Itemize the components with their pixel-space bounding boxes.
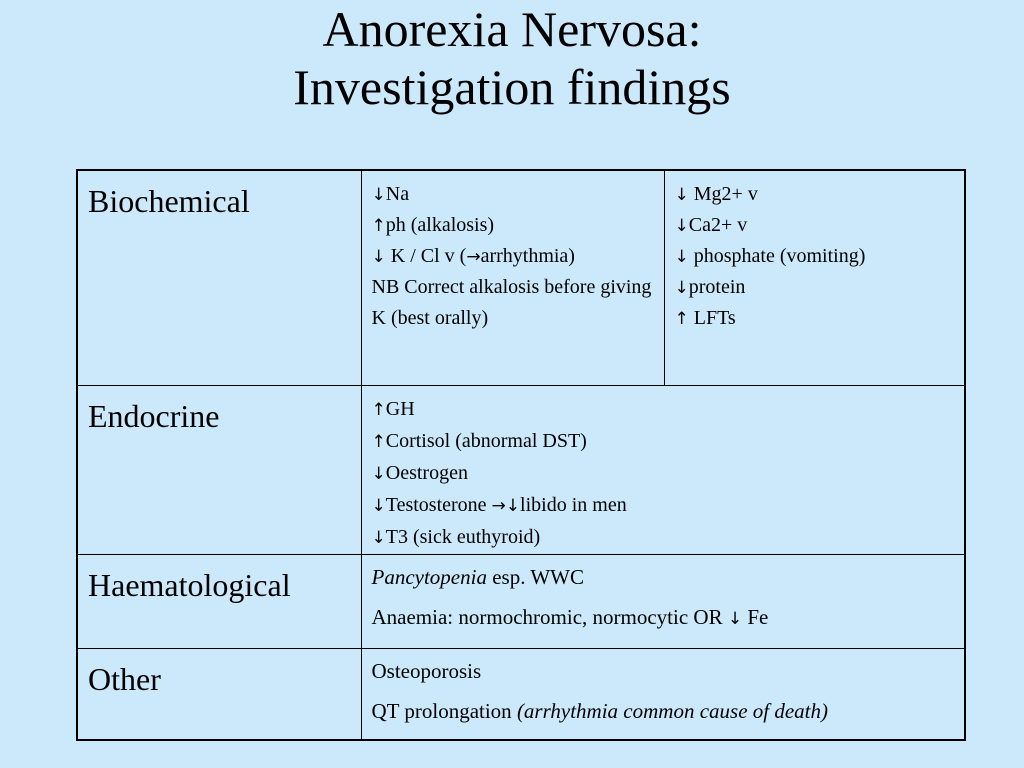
down-arrow-icon: ↓ — [371, 496, 386, 516]
table-row-biochemical — [77, 170, 965, 386]
category-endocrine: Endocrine — [77, 386, 361, 555]
finding-oestrogen: ↓Oestrogen — [371, 462, 468, 484]
findings-table — [76, 169, 966, 741]
down-arrow-icon: ↓ — [674, 216, 689, 236]
up-arrow-icon: ↑ — [371, 400, 386, 420]
finding-osteoporosis: Osteoporosis — [371, 659, 482, 683]
table-row-haematological — [77, 555, 965, 649]
title-line-1: Anorexia Nervosa: — [322, 1, 702, 57]
category-biochemical: Biochemical — [77, 170, 361, 386]
down-arrow-icon: ↓ — [727, 609, 743, 629]
finding-pancytopenia: Pancytopenia esp. WWC — [371, 565, 584, 589]
biochemical-col1 — [361, 170, 664, 386]
table-row-other — [77, 649, 965, 741]
table-row-endocrine — [77, 386, 965, 555]
finding-t3: ↓T3 (sick euthyroid) — [371, 526, 541, 548]
endocrine-findings — [361, 386, 965, 555]
finding-k-cl: ↓ K / Cl v (→arrhythmia) — [371, 245, 575, 267]
down-arrow-icon: ↓ — [371, 464, 386, 484]
right-arrow-icon: → — [466, 247, 481, 267]
finding-nb-note: NB Correct alkalosis before giving K (best orally) — [371, 276, 652, 329]
finding-testosterone: ↓Testosterone →↓libido in men — [371, 494, 627, 516]
finding-na: ↓Na — [371, 183, 410, 205]
finding-gh: ↑GH — [371, 398, 415, 420]
category-haematological: Haematological — [77, 555, 361, 649]
down-arrow-icon: ↓ — [371, 185, 386, 205]
finding-phosphate: ↓ phosphate (vomiting) — [674, 245, 866, 267]
title-line-2: Investigation findings — [293, 59, 731, 115]
slide-title — [0, 0, 1024, 116]
finding-anaemia: Anaemia: normochromic, normocytic OR ↓ Fe — [371, 605, 769, 629]
down-arrow-icon: ↓ — [371, 247, 386, 267]
down-arrow-icon: ↓ — [505, 496, 521, 516]
down-arrow-icon: ↓ — [674, 247, 689, 267]
down-arrow-icon: ↓ — [674, 278, 689, 298]
down-arrow-icon: ↓ — [674, 185, 689, 205]
haematological-findings — [361, 555, 965, 649]
right-arrow-icon: → — [491, 496, 506, 516]
biochemical-col2 — [664, 170, 965, 386]
finding-cortisol: ↑Cortisol (abnormal DST) — [371, 430, 587, 452]
finding-mg: ↓ Mg2+ v — [674, 183, 758, 205]
finding-ca: ↓Ca2+ v — [674, 214, 748, 236]
finding-ph: ↑ph (alkalosis) — [371, 214, 495, 236]
finding-lfts: ↑ LFTs — [674, 307, 736, 329]
up-arrow-icon: ↑ — [371, 432, 386, 452]
up-arrow-icon: ↑ — [371, 216, 386, 236]
down-arrow-icon: ↓ — [371, 528, 386, 548]
finding-protein: ↓protein — [674, 276, 746, 298]
other-findings — [361, 649, 965, 741]
finding-qt: QT prolongation (arrhythmia common cause of death) — [371, 699, 828, 723]
up-arrow-icon: ↑ — [674, 309, 689, 329]
category-other: Other — [77, 649, 361, 741]
